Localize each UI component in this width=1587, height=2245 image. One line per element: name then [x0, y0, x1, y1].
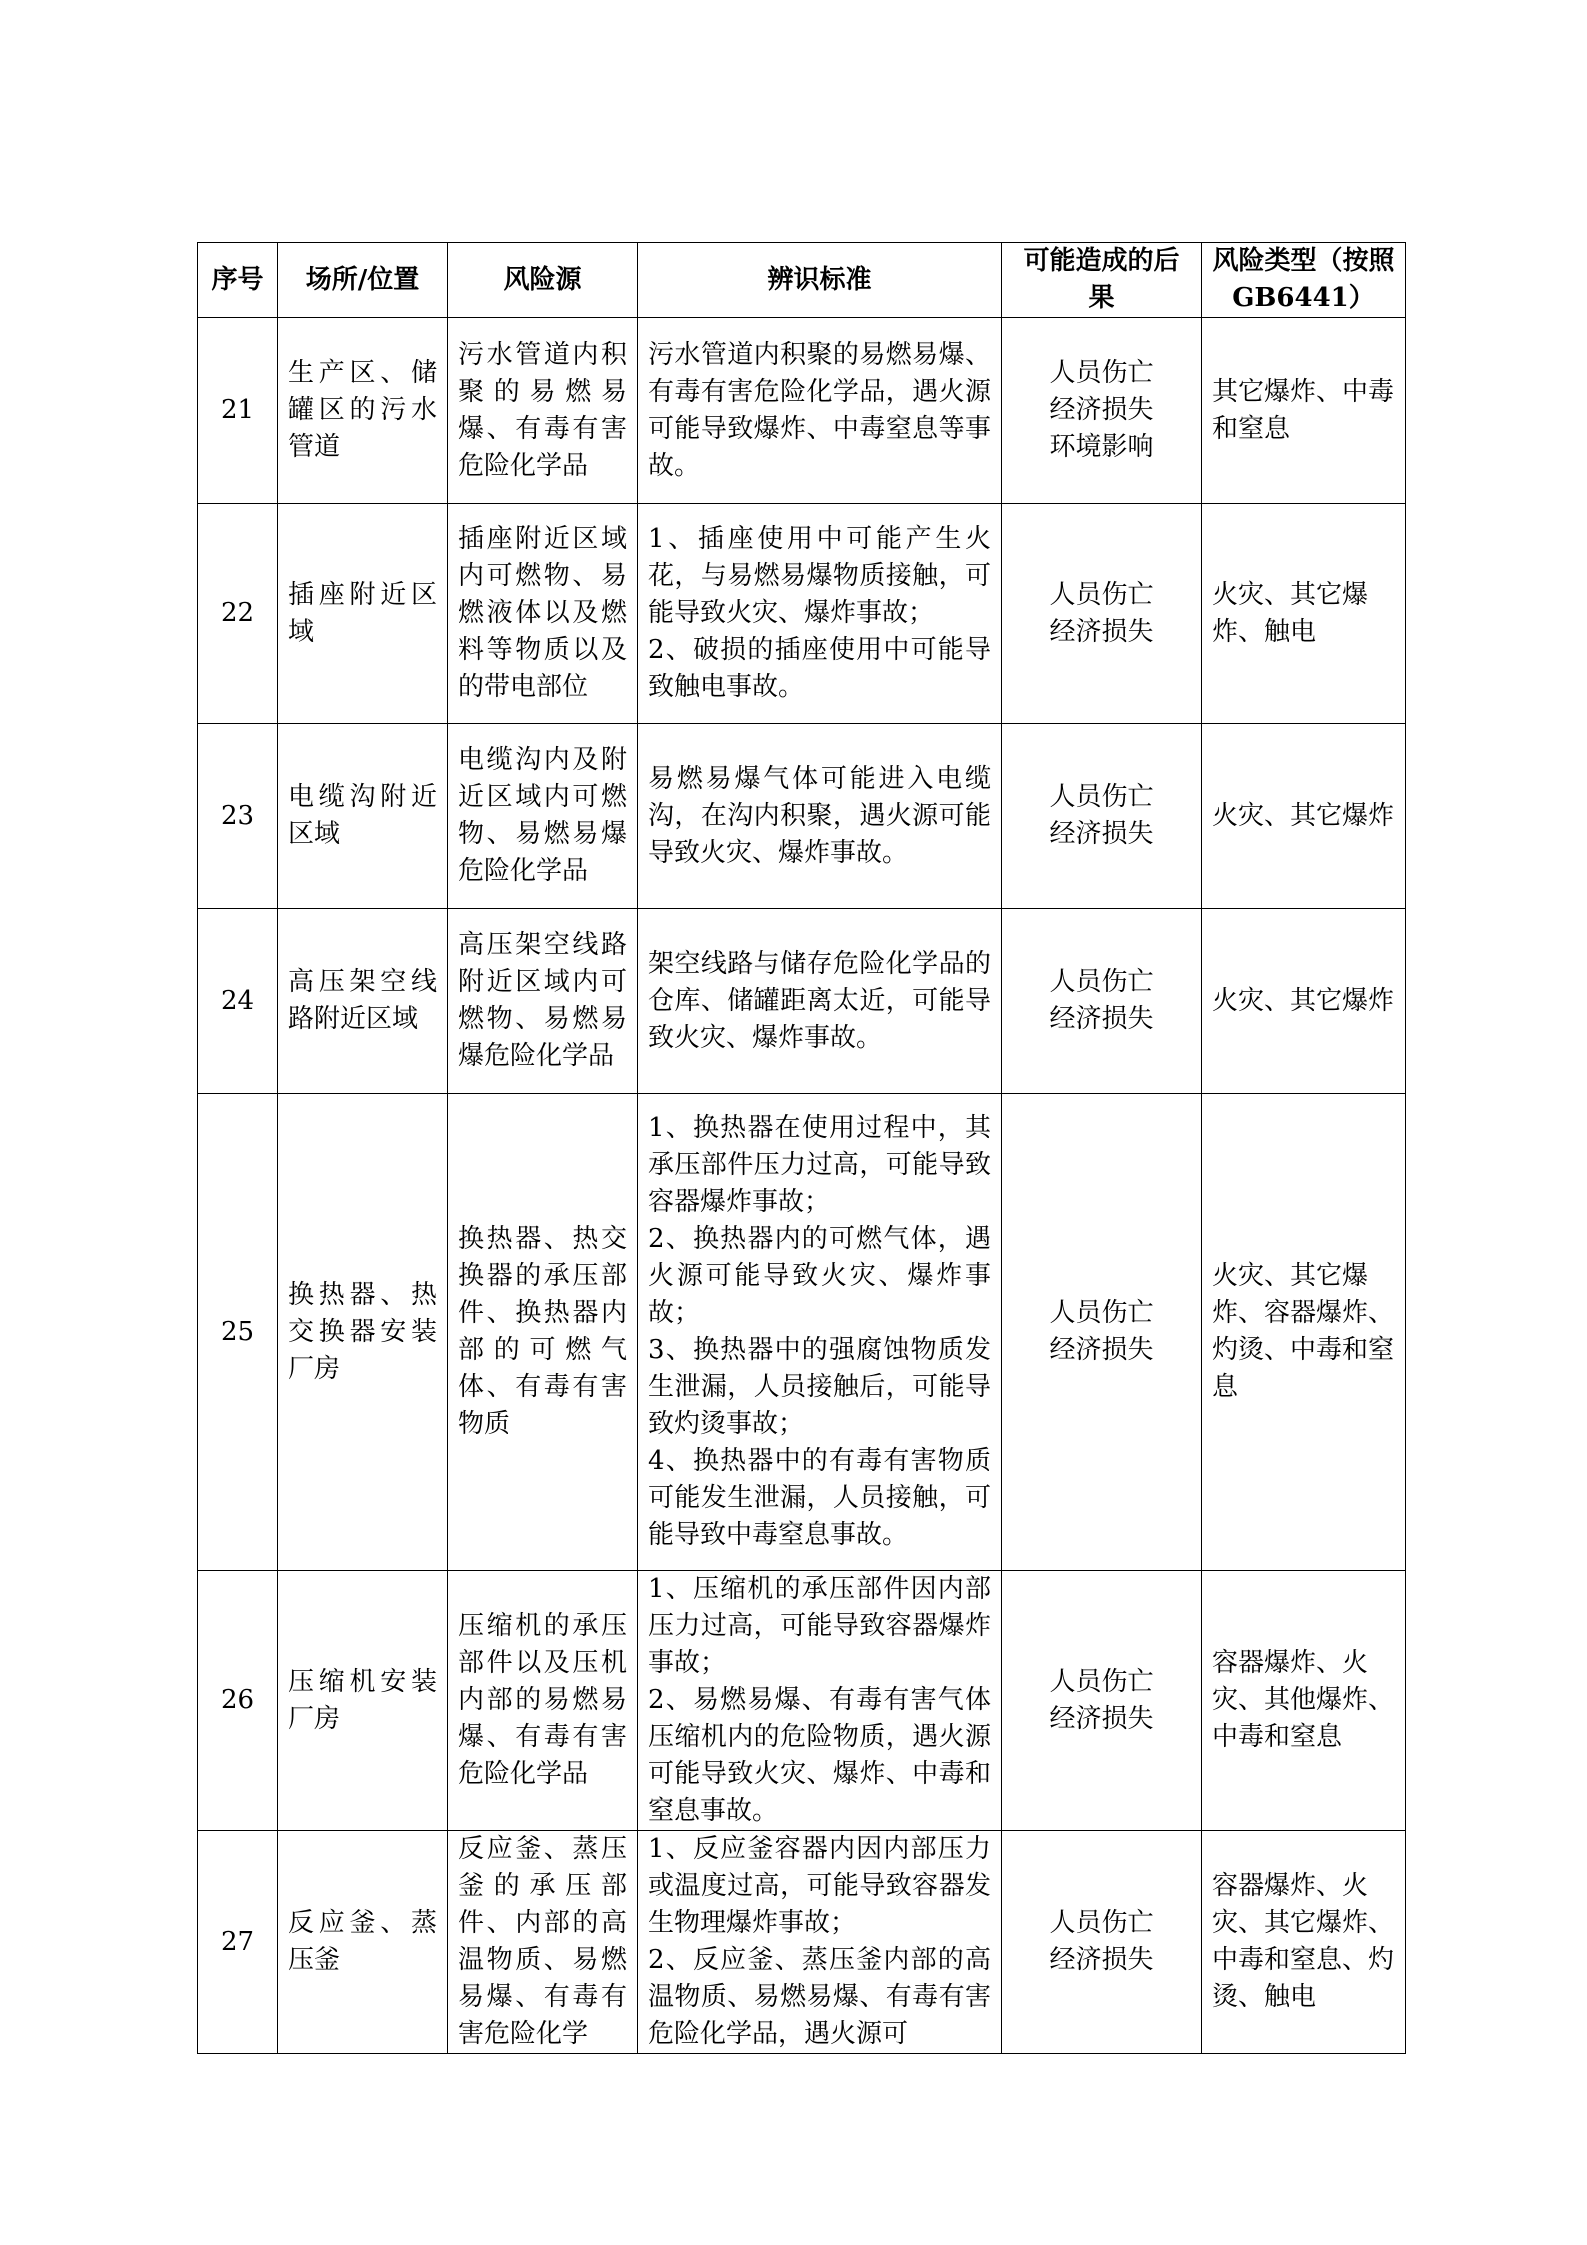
criteria-line: 2、反应釜、蒸压釜内部的高温物质、易燃易爆、有毒有害危险化学品，遇火源可: [648, 1945, 991, 2049]
cell-source: 换热器、热交换器的承压部件、换热器内部的可燃气体、有毒有害物质: [448, 1094, 638, 1571]
cell-seq: 24: [198, 909, 278, 1094]
table-row: [198, 724, 1406, 909]
cell-source: 污水管道内积聚的易燃易爆、有毒有害危险化学品: [448, 318, 638, 504]
consequence-line: 人员伤亡: [1049, 579, 1154, 610]
cell-criteria: [638, 504, 1002, 724]
consequence-line: 人员伤亡: [1049, 967, 1154, 997]
cell-place: 反应釜、蒸压釜: [278, 1831, 448, 2054]
consequence-line: 人员伤亡: [1049, 1298, 1154, 1328]
criteria-line: 1、插座使用中可能产生火花，与易燃易爆物质接触，可能导致火灾、爆炸事故；: [648, 524, 991, 628]
cell-risk-type: 火灾、其它爆炸、容器爆炸、灼烫、中毒和窒息: [1202, 1094, 1406, 1571]
criteria-line: 2、易燃易爆、有毒有害气体压缩机内的危险物质，遇火源可能导致火灾、爆炸、中毒和窒息事故。: [648, 1685, 991, 1826]
cell-source: 高压架空线路附近区域内可燃物、易燃易爆危险化学品: [448, 909, 638, 1094]
consequence-line: 人员伤亡: [1049, 358, 1154, 388]
criteria-line: 2、破损的插座使用中可能导致触电事故。: [648, 635, 991, 702]
cell-criteria: [638, 1094, 1002, 1571]
cell-consequence: [1002, 1094, 1202, 1571]
cell-risk-type: 容器爆炸、火灾、其它爆炸、中毒和窒息、灼烫、触电: [1202, 1831, 1406, 2054]
header-consequence: 可能造成的后果: [1002, 243, 1202, 318]
cell-seq: 22: [198, 504, 278, 724]
cell-source: 压缩机的承压部件以及压机内部的易燃易爆、有毒有害危险化学品: [448, 1571, 638, 1831]
cell-place: 换热器、热交换器安装厂房: [278, 1094, 448, 1571]
cell-risk-type: 其它爆炸、中毒和窒息: [1202, 318, 1406, 504]
consequence-line: 经济损失: [1049, 1335, 1154, 1365]
cell-place: 电缆沟附近区域: [278, 724, 448, 909]
cell-criteria: [638, 909, 1002, 1094]
header-seq: 序号: [198, 243, 278, 318]
criteria-line: 1、压缩机的承压部件因内部压力过高，可能导致容器爆炸事故；: [648, 1574, 991, 1678]
cell-criteria: [638, 724, 1002, 909]
table-row: [198, 1831, 1406, 2054]
consequence-line: 经济损失: [1049, 395, 1154, 425]
table-row: [198, 318, 1406, 504]
criteria-line: 污水管道内积聚的易燃易爆、有毒有害危险化学品，遇火源可能导致爆炸、中毒窒息等事故。: [648, 339, 991, 481]
cell-consequence: [1002, 318, 1202, 504]
cell-place: 高压架空线路附近区域: [278, 909, 448, 1094]
cell-place: 生产区、储罐区的污水管道: [278, 318, 448, 504]
cell-seq: 23: [198, 724, 278, 909]
table-row: [198, 909, 1406, 1094]
table-header-row: [198, 243, 1406, 318]
cell-place: 压缩机安装厂房: [278, 1571, 448, 1831]
cell-place: 插座附近区域: [278, 504, 448, 724]
cell-seq: 27: [198, 1831, 278, 2054]
consequence-line: 经济损失: [1049, 1004, 1154, 1034]
consequence-line: 经济损失: [1049, 1945, 1154, 1975]
cell-seq: 21: [198, 318, 278, 504]
risk-identification-table: [197, 242, 1406, 2054]
cell-risk-type: 火灾、其它爆炸: [1202, 724, 1406, 909]
criteria-line: 3、换热器中的强腐蚀物质发生泄漏，人员接触后，可能导致灼烫事故；: [648, 1335, 991, 1439]
cell-criteria: [638, 1831, 1002, 2054]
cell-risk-type: 火灾、其它爆炸: [1202, 909, 1406, 1094]
criteria-line: 1、换热器在使用过程中，其承压部件压力过高，可能导致容器爆炸事故；: [648, 1113, 991, 1217]
cell-source: 电缆沟内及附近区域内可燃物、易燃易爆危险化学品: [448, 724, 638, 909]
cell-consequence: [1002, 724, 1202, 909]
table-row: [198, 1571, 1406, 1831]
consequence-line: 人员伤亡: [1049, 1908, 1154, 1938]
cell-consequence: [1002, 909, 1202, 1094]
consequence-line: 人员伤亡: [1049, 1666, 1154, 1697]
cell-criteria: [638, 1571, 1002, 1831]
cell-consequence: [1002, 1831, 1202, 2054]
header-criteria: 辨识标准: [638, 243, 1002, 318]
header-source: 风险源: [448, 243, 638, 318]
cell-seq: 25: [198, 1094, 278, 1571]
cell-source: 插座附近区域内可燃物、易燃液体以及燃料等物质以及的带电部位: [448, 504, 638, 724]
cell-criteria: [638, 318, 1002, 504]
consequence-line: 人员伤亡: [1049, 782, 1154, 812]
criteria-line: 架空线路与储存危险化学品的仓库、储罐距离太近，可能导致火灾、爆炸事故。: [648, 948, 991, 1053]
criteria-line: 4、换热器中的有毒有害物质可能发生泄漏，人员接触，可能导致中毒窒息事故。: [648, 1446, 991, 1550]
consequence-line: 经济损失: [1049, 1703, 1154, 1734]
table-row: [198, 1094, 1406, 1571]
table-row: [198, 504, 1406, 724]
consequence-line: 环境影响: [1049, 432, 1154, 462]
cell-consequence: [1002, 504, 1202, 724]
header-risk-type: 风险类型（按照GB6441）: [1202, 243, 1406, 318]
criteria-line: 1、反应釜容器内因内部压力或温度过高，可能导致容器发生物理爆炸事故；: [648, 1834, 991, 1938]
cell-risk-type: 容器爆炸、火灾、其他爆炸、中毒和窒息: [1202, 1571, 1406, 1831]
consequence-line: 经济损失: [1049, 819, 1154, 849]
criteria-line: 易燃易爆气体可能进入电缆沟，在沟内积聚，遇火源可能导致火灾、爆炸事故。: [648, 763, 991, 868]
consequence-line: 经济损失: [1049, 616, 1154, 647]
cell-risk-type: 火灾、其它爆炸、触电: [1202, 504, 1406, 724]
cell-consequence: [1002, 1571, 1202, 1831]
criteria-line: 2、换热器内的可燃气体，遇火源可能导致火灾、爆炸事故；: [648, 1224, 991, 1328]
cell-seq: 26: [198, 1571, 278, 1831]
header-place: 场所/位置: [278, 243, 448, 318]
cell-source: 反应釜、蒸压釜的承压部件、内部的高温物质、易燃易爆、有毒有害危险化学: [448, 1831, 638, 2054]
